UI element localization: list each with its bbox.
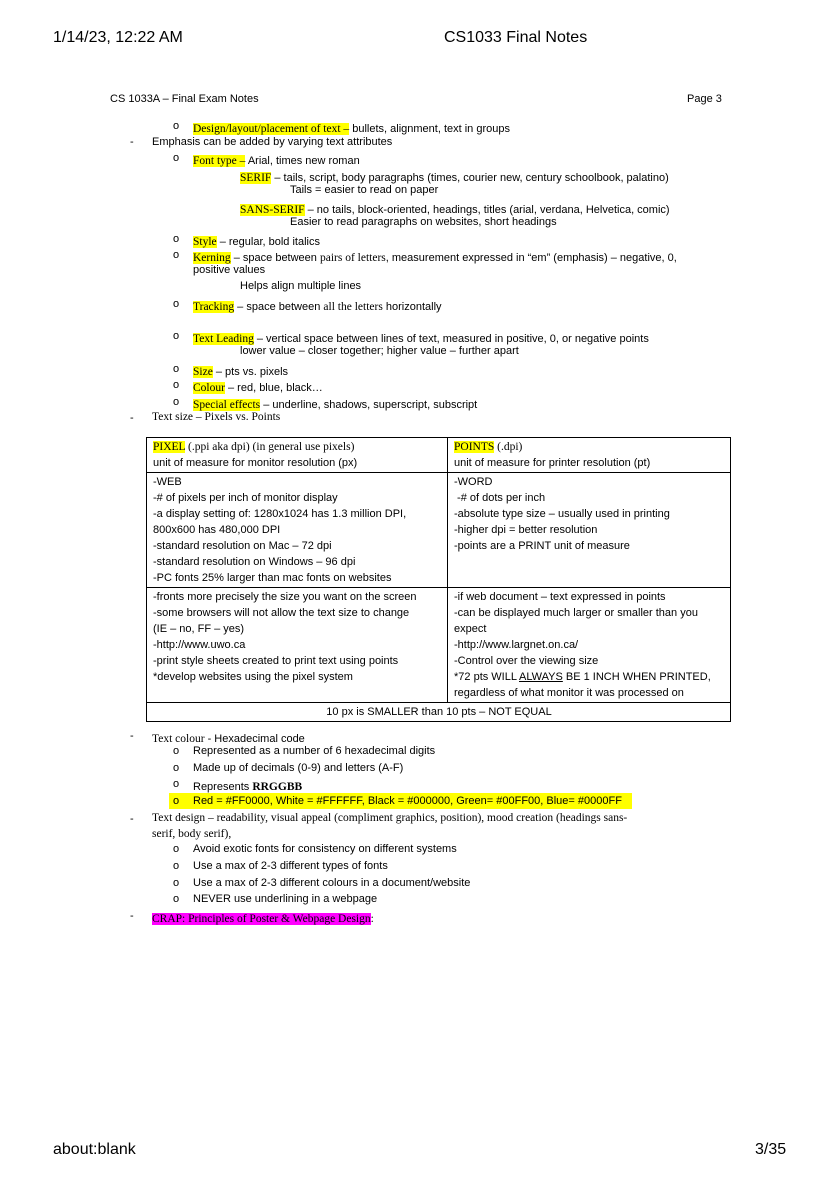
- pixel-cell-1: [147, 473, 448, 588]
- pixel-header-cell: [147, 438, 448, 473]
- points-r2-last-a: *72 pts WILL: [454, 671, 520, 683]
- sans-rest: – no tails, block-oriented, headings, titles (arial, verdana, Helvetica, comic): [304, 204, 670, 216]
- text-colour-rest: - Hexadecimal code: [204, 733, 305, 745]
- bullet-o-icon: o: [173, 120, 180, 132]
- bullet-o-icon: o: [173, 249, 180, 261]
- bullet-dash-icon: -: [130, 136, 134, 148]
- list-item: -print style sheets created to print text using points: [153, 655, 399, 667]
- list-item: -if web document – text expressed in points: [454, 591, 666, 603]
- list-item: -Control over the viewing size: [454, 655, 599, 667]
- effects-label: Special effects: [193, 399, 261, 411]
- effects-rest: – underline, shadows, superscript, subscript: [260, 399, 478, 411]
- design-layout-label: Design/layout/placement of text –: [193, 123, 350, 135]
- font-type-label: Font type –: [193, 155, 246, 167]
- crap-label: CRAP: Principles of Poster & Webpage Design: [152, 913, 371, 925]
- font-type-rest: Arial, times new roman: [245, 155, 360, 167]
- bullet-o-icon: o: [173, 379, 180, 391]
- crap-colon: :: [370, 913, 374, 925]
- pixel-head-rest: (.ppi aka dpi) (in general use pixels): [185, 441, 355, 453]
- bullet-o-icon: o: [173, 396, 180, 408]
- text-design-heading-1: Text design – readability, visual appeal (compliment graphics, position), mood creation (headings sans-: [152, 812, 628, 824]
- style-rest: – regular, bold italics: [216, 236, 320, 248]
- size-rest: – pts vs. pixels: [212, 366, 289, 378]
- text-design-heading-2: serif, body serif),: [152, 828, 232, 840]
- bullet-o-icon: o: [173, 877, 180, 889]
- table-row: [147, 438, 731, 473]
- colour-bullet-4: Red = #FF0000, White = #FFFFFF, Black = #000000, Green= #00FF00, Blue= #0000FF: [193, 795, 622, 807]
- serif-sub: Tails = easier to read on paper: [290, 184, 439, 196]
- font-type-line: [193, 151, 360, 169]
- list-item: -points are a PRINT unit of measure: [454, 540, 630, 552]
- leading-sub: lower value – closer together; higher value – further apart: [240, 345, 519, 357]
- tracking-rest2: horizontally: [382, 301, 442, 313]
- list-item: expect: [454, 623, 487, 635]
- tracking-rest: – space between: [234, 301, 324, 313]
- list-item: -WORD: [454, 476, 493, 488]
- list-item: -standard resolution on Mac – 72 dpi: [153, 540, 332, 552]
- bullet-o-icon: o: [173, 762, 180, 774]
- style-label: Style: [193, 236, 217, 248]
- table-row: [147, 703, 731, 722]
- pixel-head-sub: unit of measure for monitor resolution (px): [153, 457, 358, 469]
- doc-header-right: Page 3: [687, 93, 722, 105]
- table-row: [147, 473, 731, 588]
- list-item: -absolute type size – usually used in printing: [454, 508, 670, 520]
- kerning-rest2: , measurement expressed in “em” (emphasis) – negative, 0,: [385, 252, 677, 264]
- tracking-serif: all the letters: [323, 301, 383, 313]
- points-head-sub: unit of measure for printer resolution (pt): [454, 457, 651, 469]
- list-item: -fronts more precisely the size you want on the screen: [153, 591, 417, 603]
- pixels-points-table: [146, 437, 731, 722]
- points-r2-last-b: BE 1 INCH WHEN PRINTED,: [562, 671, 711, 683]
- print-page-count: 3/35: [755, 1141, 787, 1158]
- sans-label: SANS-SERIF: [240, 204, 305, 216]
- points-cell-1: [448, 473, 731, 588]
- colour-b3-b: RRGGBB: [252, 781, 303, 793]
- bullet-o-icon: o: [173, 363, 180, 375]
- colour-b3-a: Represents: [193, 781, 253, 793]
- list-item: -# of pixels per inch of monitor display: [153, 492, 338, 504]
- design-bullet-4: NEVER use underlining in a webpage: [193, 893, 378, 905]
- kerning-cont: positive values: [193, 264, 266, 276]
- serif-rest: – tails, script, body paragraphs (times, courier new, century schoolbook, palatino): [271, 172, 669, 184]
- bullet-o-icon: o: [173, 778, 180, 790]
- list-item: regardless of what monitor it was processed on: [454, 687, 684, 699]
- bullet-o-icon: o: [173, 843, 180, 855]
- pixel-head-label: PIXEL: [153, 441, 186, 453]
- points-header-cell: [448, 438, 731, 473]
- bullet-o-icon: o: [173, 152, 180, 164]
- points-head-label: POINTS: [454, 441, 495, 453]
- bullet-o-icon: o: [173, 795, 180, 807]
- kerning-sub: Helps align multiple lines: [240, 280, 362, 292]
- bullet-o-icon: o: [173, 745, 180, 757]
- design-bullet-2: Use a max of 2-3 different types of fonts: [193, 860, 388, 872]
- leading-rest: – vertical space between lines of text, measured in positive, 0, or negative points: [253, 333, 649, 345]
- points-cell-2: [448, 588, 731, 703]
- colour-label: Colour: [193, 382, 225, 394]
- design-bullet-1: Avoid exotic fonts for consistency on different systems: [193, 843, 457, 855]
- text-size-heading: Text size – Pixels vs. Points: [152, 411, 281, 423]
- bullet-dash-icon: -: [130, 730, 134, 742]
- print-datetime: 1/14/23, 12:22 AM: [53, 29, 183, 46]
- text-colour-label: Text colour: [152, 733, 205, 745]
- colour-bullet-2: Made up of decimals (0-9) and letters (A-F): [193, 762, 404, 774]
- colour-bullet-1: Represented as a number of 6 hexadecimal digits: [193, 745, 436, 757]
- points-head-rest: (.dpi): [494, 441, 523, 453]
- bullet-o-icon: o: [173, 298, 180, 310]
- list-item: [454, 669, 725, 685]
- tracking-label: Tracking: [193, 301, 235, 313]
- colour-line: [193, 378, 323, 396]
- print-url: about:blank: [53, 1141, 136, 1158]
- crap-heading: [152, 909, 374, 927]
- bullet-o-icon: o: [173, 233, 180, 245]
- colour-rest: – red, blue, black…: [224, 382, 323, 394]
- list-item: -can be displayed much larger or smaller than you: [454, 607, 698, 619]
- serif-label: SERIF: [240, 172, 272, 184]
- kerning-rest: – space between: [230, 252, 320, 264]
- bullet-o-icon: o: [173, 330, 180, 342]
- bullet-dash-icon: -: [130, 910, 134, 922]
- list-item: *develop websites using the pixel system: [153, 671, 353, 683]
- tracking-line: [193, 297, 442, 315]
- bullet-o-icon: o: [173, 893, 180, 905]
- list-item: -PC fonts 25% larger than mac fonts on websites: [153, 572, 392, 584]
- design-layout-rest: bullets, alignment, text in groups: [349, 123, 510, 135]
- print-title: CS1033 Final Notes: [444, 29, 588, 46]
- list-item: -higher dpi = better resolution: [454, 524, 598, 536]
- list-item: -standard resolution on Windows – 96 dpi: [153, 556, 356, 568]
- doc-header-left: CS 1033A – Final Exam Notes: [110, 93, 259, 105]
- list-item: -http://www.uwo.ca: [153, 639, 246, 651]
- emphasis-line: Emphasis can be added by varying text attributes: [152, 136, 393, 148]
- design-bullet-3: Use a max of 2-3 different colours in a document/website: [193, 877, 471, 889]
- list-item: (IE – no, FF – yes): [153, 623, 245, 635]
- leading-label: Text Leading: [193, 333, 254, 345]
- list-item: -some browsers will not allow the text size to change: [153, 607, 410, 619]
- list-item: -http://www.largnet.on.ca/: [454, 639, 579, 651]
- list-item: 800x600 has 480,000 DPI: [153, 524, 281, 536]
- points-r2-last-u: ALWAYS: [519, 671, 563, 683]
- kerning-serif: pairs of letters: [319, 252, 386, 264]
- bullet-o-icon: o: [173, 860, 180, 872]
- kerning-line: [193, 248, 677, 266]
- pixel-cell-2: [147, 588, 448, 703]
- design-layout-line: [193, 119, 510, 137]
- size-label: Size: [193, 366, 213, 378]
- bullet-dash-icon: -: [130, 813, 134, 825]
- list-item: -WEB: [153, 476, 182, 488]
- kerning-label: Kerning: [193, 252, 231, 264]
- list-item: -# of dots per inch: [454, 492, 546, 504]
- sans-sub: Easier to read paragraphs on websites, short headings: [290, 216, 557, 228]
- table-footer: 10 px is SMALLER than 10 pts – NOT EQUAL: [147, 703, 731, 722]
- bullet-dash-icon: -: [130, 412, 134, 424]
- table-row: [147, 588, 731, 703]
- list-item: -a display setting of: 1280x1024 has 1.3 million DPI,: [153, 508, 407, 520]
